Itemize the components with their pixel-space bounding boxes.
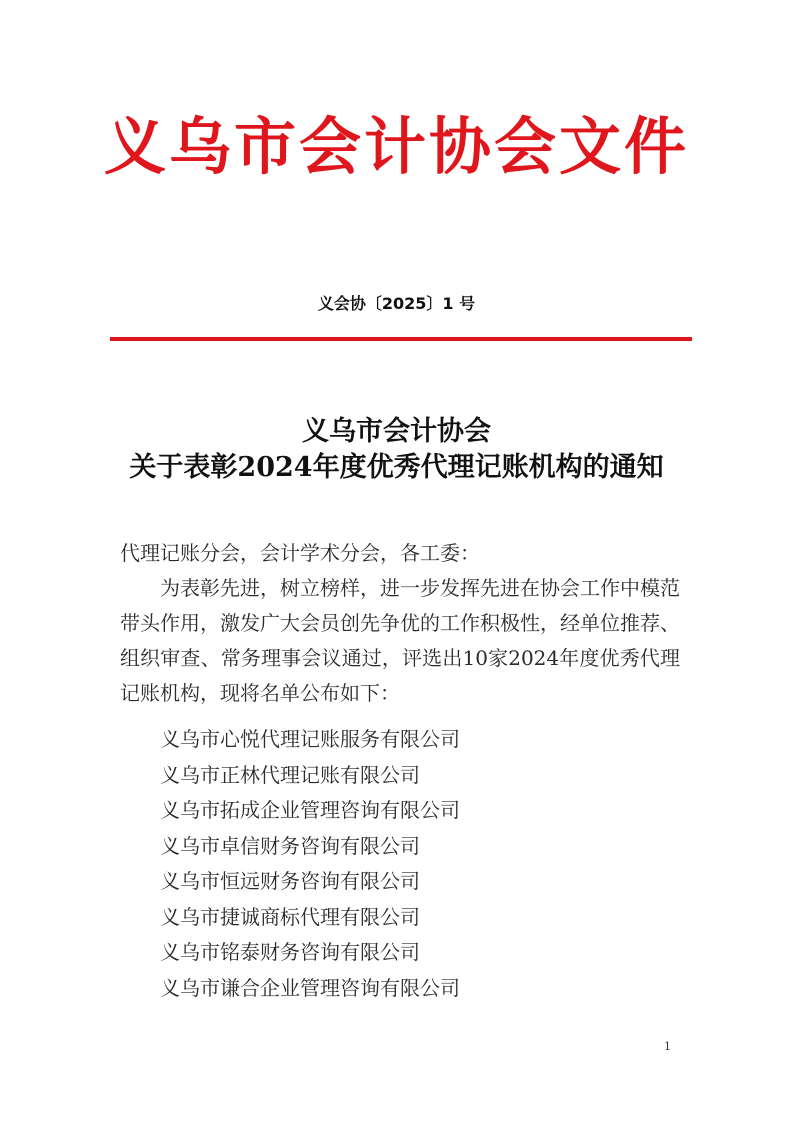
list-item: 义乌市卓信财务咨询有限公司	[160, 833, 420, 858]
list-item: 义乌市恒远财务咨询有限公司	[160, 869, 420, 893]
list-item: 义乌市铭泰财务咨询有限公司	[160, 940, 420, 964]
list-item: 义乌市捷诚商标代理有限公司	[160, 904, 420, 929]
list-item: 义乌市谦合企业管理咨询有限公司	[160, 975, 460, 1000]
red-divider	[110, 337, 692, 341]
organization-list	[160, 722, 460, 1006]
notice-title-line-1: 义乌市会计协会	[302, 416, 491, 447]
masthead-title: 义乌市会计协会文件	[103, 110, 689, 183]
notice-title-line-2: 关于表彰2024年度优秀代理记账机构的通知	[129, 452, 664, 483]
document-number: 义会协〔2025〕1 号	[317, 294, 476, 313]
list-item: 义乌市拓成企业管理咨询有限公司	[160, 798, 460, 822]
salutation: 代理记账分会，会计学术分会，各工委：	[120, 541, 480, 565]
list-item: 义乌市心悦代理记账服务有限公司	[160, 727, 460, 751]
list-item: 义乌市正林代理记账有限公司	[160, 762, 420, 787]
page-number: 1	[664, 1040, 671, 1053]
intro-paragraph: 为表彰先进，树立榜样，进一步发挥先进在协会工作中模范带头作用，激发广大会员创先争优的工作积极性，经单位推荐、组织审查、常务理事会议通过，评选出10家2024年度优秀代理记账机构，现将名单公布如下：	[120, 576, 680, 705]
